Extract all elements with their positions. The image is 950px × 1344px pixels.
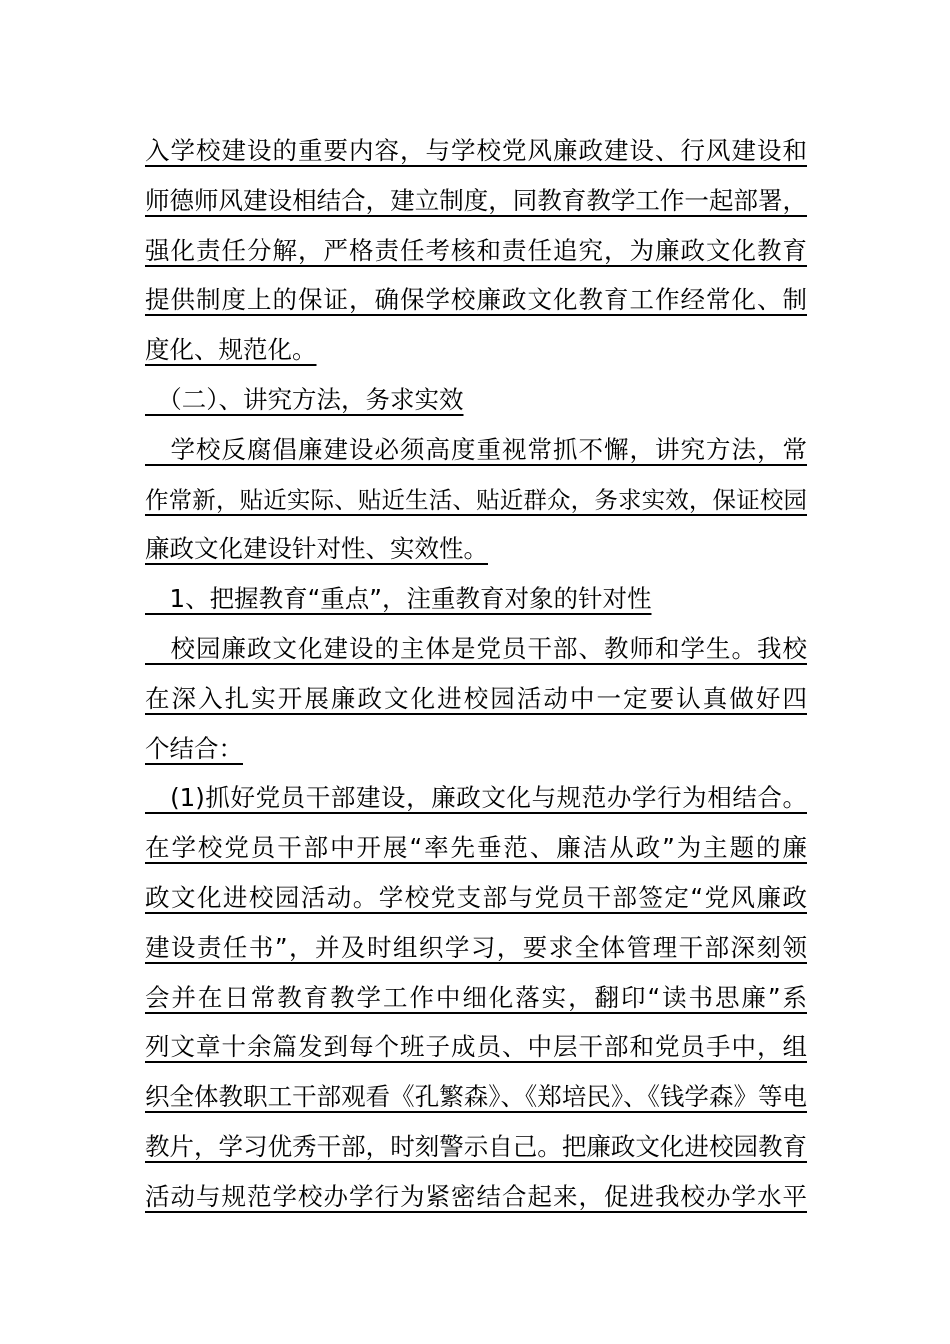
text-line [145,1122,807,1172]
text-span: 教片，学习优秀干部，时刻警示自己。把廉政文化进校园教育 [145,1131,807,1161]
text-span: 建设责任书”，并及时组织学习，要求全体管理干部深刻领 [145,932,807,962]
text-span: 作常新，贴近实际、贴近生活、贴近群众，务求实效，保证校园 [145,485,807,514]
text-line [145,773,807,823]
text-line [145,674,807,724]
text-span: 个结合： [145,733,243,763]
text-line [145,275,807,325]
text-span: 在深入扎实开展廉政文化进校园活动中一定要认真做好四 [145,683,807,713]
text-span: 学校反腐倡廉建设必须高度重视常抓不懈，讲究方法，常 [145,434,807,464]
text-line [145,475,807,525]
text-line [145,624,807,674]
text-line [145,973,807,1023]
text-span: 廉政文化建设针对性、实效性。 [145,534,488,564]
document-body [145,126,807,1222]
text-line [145,524,807,574]
text-span: 校园廉政文化建设的主体是党员干部、教师和学生。我校 [145,633,807,663]
text-span: 活动与规范学校办学行为紧密结合起来，促进我校办学水平 [145,1181,807,1211]
text-line [145,923,807,973]
section-heading [145,375,807,425]
text-span: 政文化进校园活动。学校党支部与党员干部签定“党风廉政 [145,882,807,912]
text-line [145,325,807,375]
text-line [145,1022,807,1072]
text-line [145,226,807,276]
text-line [145,176,807,226]
text-span: 师德师风建设相结合，建立制度，同教育教学工作一起部署， [145,185,807,215]
text-span: 在学校党员干部中开展“率先垂范、廉洁从政”为主题的廉 [145,833,807,863]
text-span: （二）、讲究方法，务求实效 [145,384,464,414]
text-span: 1、把握教育“重点”，注重教育对象的针对性 [145,584,652,614]
text-span: 列文章十余篇发到每个班子成员、中层干部和党员手中，组 [145,1032,807,1062]
text-span: 强化责任分解，严格责任考核和责任追究，为廉政文化教育 [145,235,807,265]
subsection-heading [145,574,807,624]
text-span: 度化、规范化。 [145,335,317,365]
text-span: 提供制度上的保证，确保学校廉政文化教育工作经常化、制 [145,285,807,315]
text-span: 织全体教职工干部观看《孔繁森》、《郑培民》、《钱学森》等电 [145,1082,807,1112]
text-span: 会并在日常教育教学工作中细化落实，翻印“读书思廉”系 [145,982,807,1012]
text-span: (1)抓好党员干部建设，廉政文化与规范办学行为相结合。 [145,783,807,813]
text-line [145,425,807,475]
text-line [145,1172,807,1222]
text-line [145,873,807,923]
text-line [145,126,807,176]
text-line [145,1072,807,1122]
text-line [145,823,807,873]
text-span: 入学校建设的重要内容，与学校党风廉政建设、行风建设和 [145,136,807,165]
text-line [145,724,807,774]
